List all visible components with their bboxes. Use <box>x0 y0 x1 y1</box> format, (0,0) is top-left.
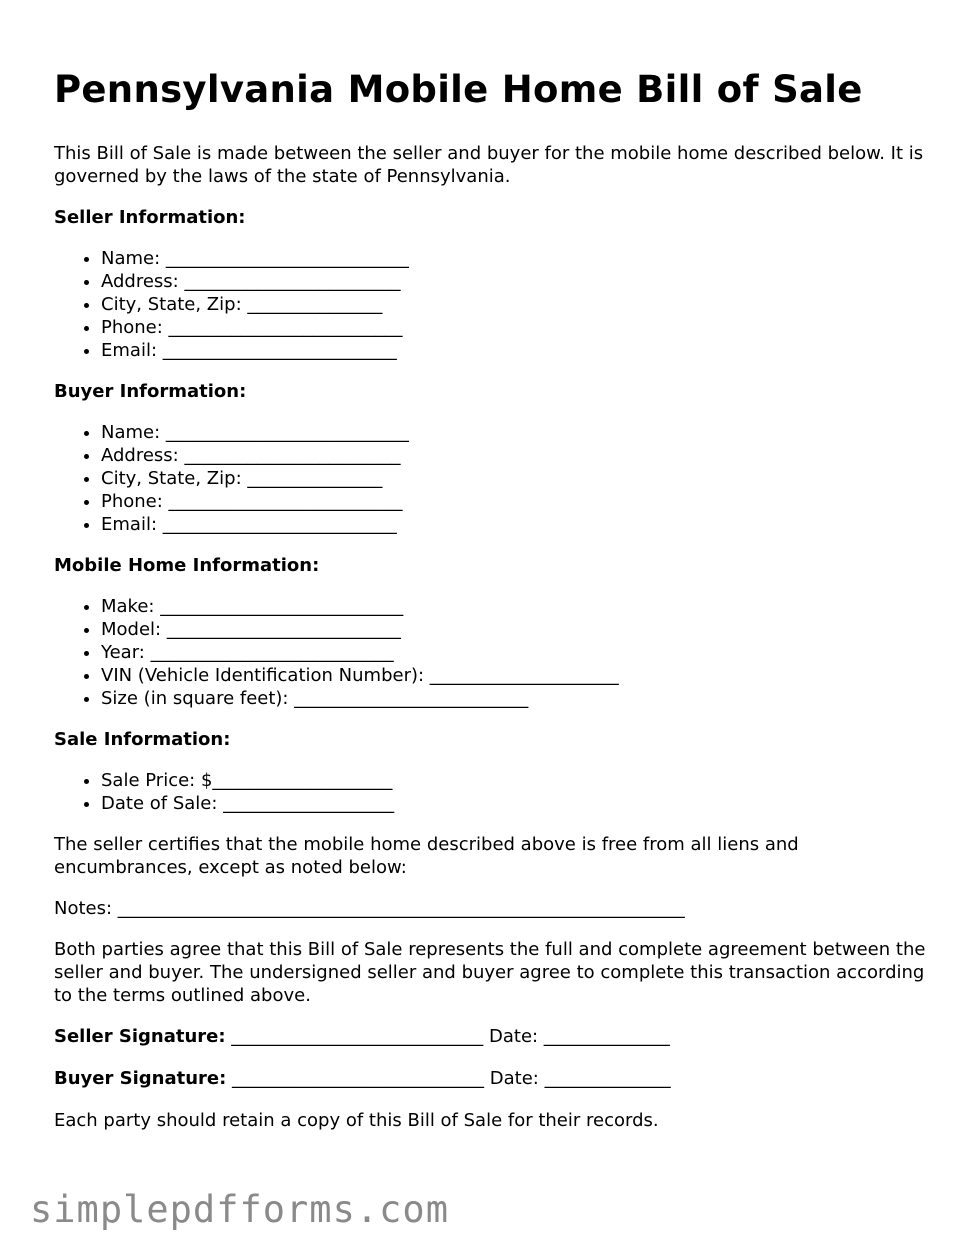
seller-signature-line <box>54 1025 934 1048</box>
agreement-paragraph: Both parties agree that this Bill of Sale represents the full and complete agreement between the seller and buyer. The undersigned seller and buyer agree to complete this transaction according to the terms outlined above. <box>54 939 926 1006</box>
seller-email-field: • Email: __________________________ <box>101 339 934 362</box>
make-field: • Make: ___________________________ <box>101 595 934 618</box>
date-of-sale-field: • Date of Sale: ___________________ <box>101 792 934 815</box>
buyer-signature-blank: ____________________________ Date: ______________ <box>226 1068 671 1089</box>
sale-heading: Sale Information: <box>54 729 231 750</box>
year-field: • Year: ___________________________ <box>101 641 934 664</box>
seller-address-field: • Address: ________________________ <box>101 270 934 293</box>
buyer-heading: Buyer Information: <box>54 381 247 402</box>
buyer-signature-line <box>54 1067 934 1090</box>
closing-paragraph: Each party should retain a copy of this Bill of Sale for their records. <box>54 1110 659 1131</box>
size-field: • Size (in square feet): __________________________ <box>101 687 934 710</box>
certify-paragraph: The seller certifies that the mobile home described above is free from all liens and encumbrances, except as noted below: <box>54 834 799 878</box>
buyer-city-state-zip-field: • City, State, Zip: _______________ <box>101 467 934 490</box>
model-field: • Model: __________________________ <box>101 618 934 641</box>
document-page <box>54 62 934 1150</box>
vin-field: • VIN (Vehicle Identification Number): _____________________ <box>101 664 934 687</box>
watermark: simplepdfforms.com <box>30 1188 449 1231</box>
notes-field: Notes: _______________________________________________________________ <box>54 898 685 919</box>
seller-phone-field: • Phone: __________________________ <box>101 316 934 339</box>
seller-heading: Seller Information: <box>54 207 246 228</box>
mobile-home-list <box>54 595 934 710</box>
seller-name-field: • Name: ___________________________ <box>101 247 934 270</box>
buyer-email-field: • Email: __________________________ <box>101 513 934 536</box>
seller-city-state-zip-field: • City, State, Zip: _______________ <box>101 293 934 316</box>
document-title: Pennsylvania Mobile Home Bill of Sale <box>54 68 863 111</box>
seller-list <box>54 247 934 362</box>
buyer-address-field: • Address: ________________________ <box>101 444 934 467</box>
buyer-list <box>54 421 934 536</box>
intro-paragraph: This Bill of Sale is made between the seller and buyer for the mobile home described below. It is governed by the laws of the state of Pennsylvania. <box>54 143 924 187</box>
sale-list <box>54 769 934 815</box>
seller-signature-blank: ____________________________ Date: ______________ <box>225 1026 670 1047</box>
buyer-name-field: • Name: ___________________________ <box>101 421 934 444</box>
buyer-phone-field: • Phone: __________________________ <box>101 490 934 513</box>
sale-price-field: • Sale Price: $____________________ <box>101 769 934 792</box>
mobile-home-heading: Mobile Home Information: <box>54 555 320 576</box>
buyer-signature-label: Buyer Signature: <box>54 1068 227 1089</box>
seller-signature-label: Seller Signature: <box>54 1026 226 1047</box>
